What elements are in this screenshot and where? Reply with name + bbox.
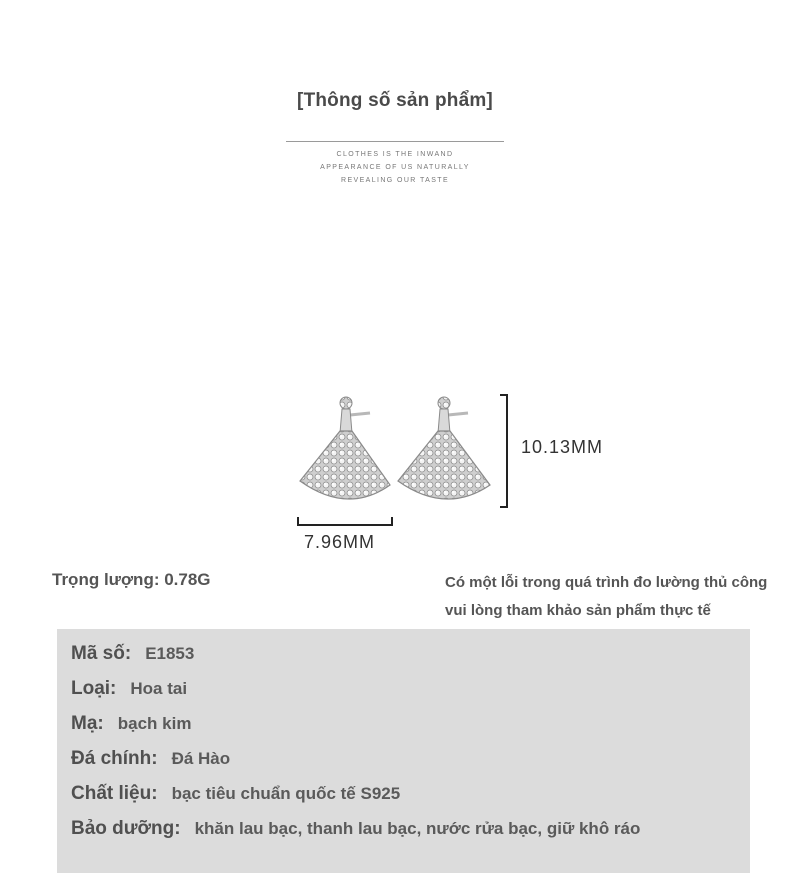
note-line-2: vui lòng tham khảo sản phẩm thực tế xyxy=(445,602,711,619)
spec-value: khăn lau bạc, thanh lau bạc, nước rửa bạc, giữ khô ráo xyxy=(194,819,641,838)
spec-value: E1853 xyxy=(145,644,195,663)
spec-label: Bảo dưỡng: xyxy=(71,818,181,839)
page-title: [Thông số sản phẩm] xyxy=(297,90,493,111)
spec-label: Mã số: xyxy=(71,643,132,664)
title-divider xyxy=(286,141,504,142)
spec-value: bạch kim xyxy=(117,714,192,733)
spec-row-care xyxy=(71,818,640,840)
spec-label: Đá chính: xyxy=(71,748,158,769)
spec-value: Hoa tai xyxy=(130,679,188,698)
height-bracket xyxy=(500,395,507,507)
left-earring xyxy=(300,397,390,499)
spec-row-main-stone xyxy=(71,748,230,770)
spec-row-plating xyxy=(71,713,191,735)
spec-label: Mạ: xyxy=(71,713,104,734)
spec-label: Chất liệu: xyxy=(71,783,158,804)
spec-label: Loại: xyxy=(71,678,117,699)
spec-row-material xyxy=(71,783,400,805)
tagline-line-2: APPEARANCE OF US NATURALLY xyxy=(320,164,470,171)
width-bracket xyxy=(298,517,392,525)
measurement-note xyxy=(445,569,785,625)
spec-row-type xyxy=(71,678,187,700)
spec-row-code xyxy=(71,643,194,665)
right-earring xyxy=(398,397,490,499)
note-line-1: Có một lỗi trong quá trình đo lường thủ công xyxy=(445,574,768,591)
tagline-line-1: CLOTHES IS THE INWAND xyxy=(336,151,454,158)
weight-label: Trọng lượng: 0.78G xyxy=(52,570,211,589)
earrings-product-image xyxy=(290,385,515,545)
spec-value: bạc tiêu chuẩn quốc tế S925 xyxy=(171,784,401,803)
spec-value: Đá Hào xyxy=(171,749,231,768)
height-dimension-label: 10.13MM xyxy=(521,437,604,457)
tagline-line-3: REVEALING OUR TASTE xyxy=(340,177,450,184)
spec-panel xyxy=(57,629,750,873)
width-dimension-label: 7.96MM xyxy=(304,532,376,552)
